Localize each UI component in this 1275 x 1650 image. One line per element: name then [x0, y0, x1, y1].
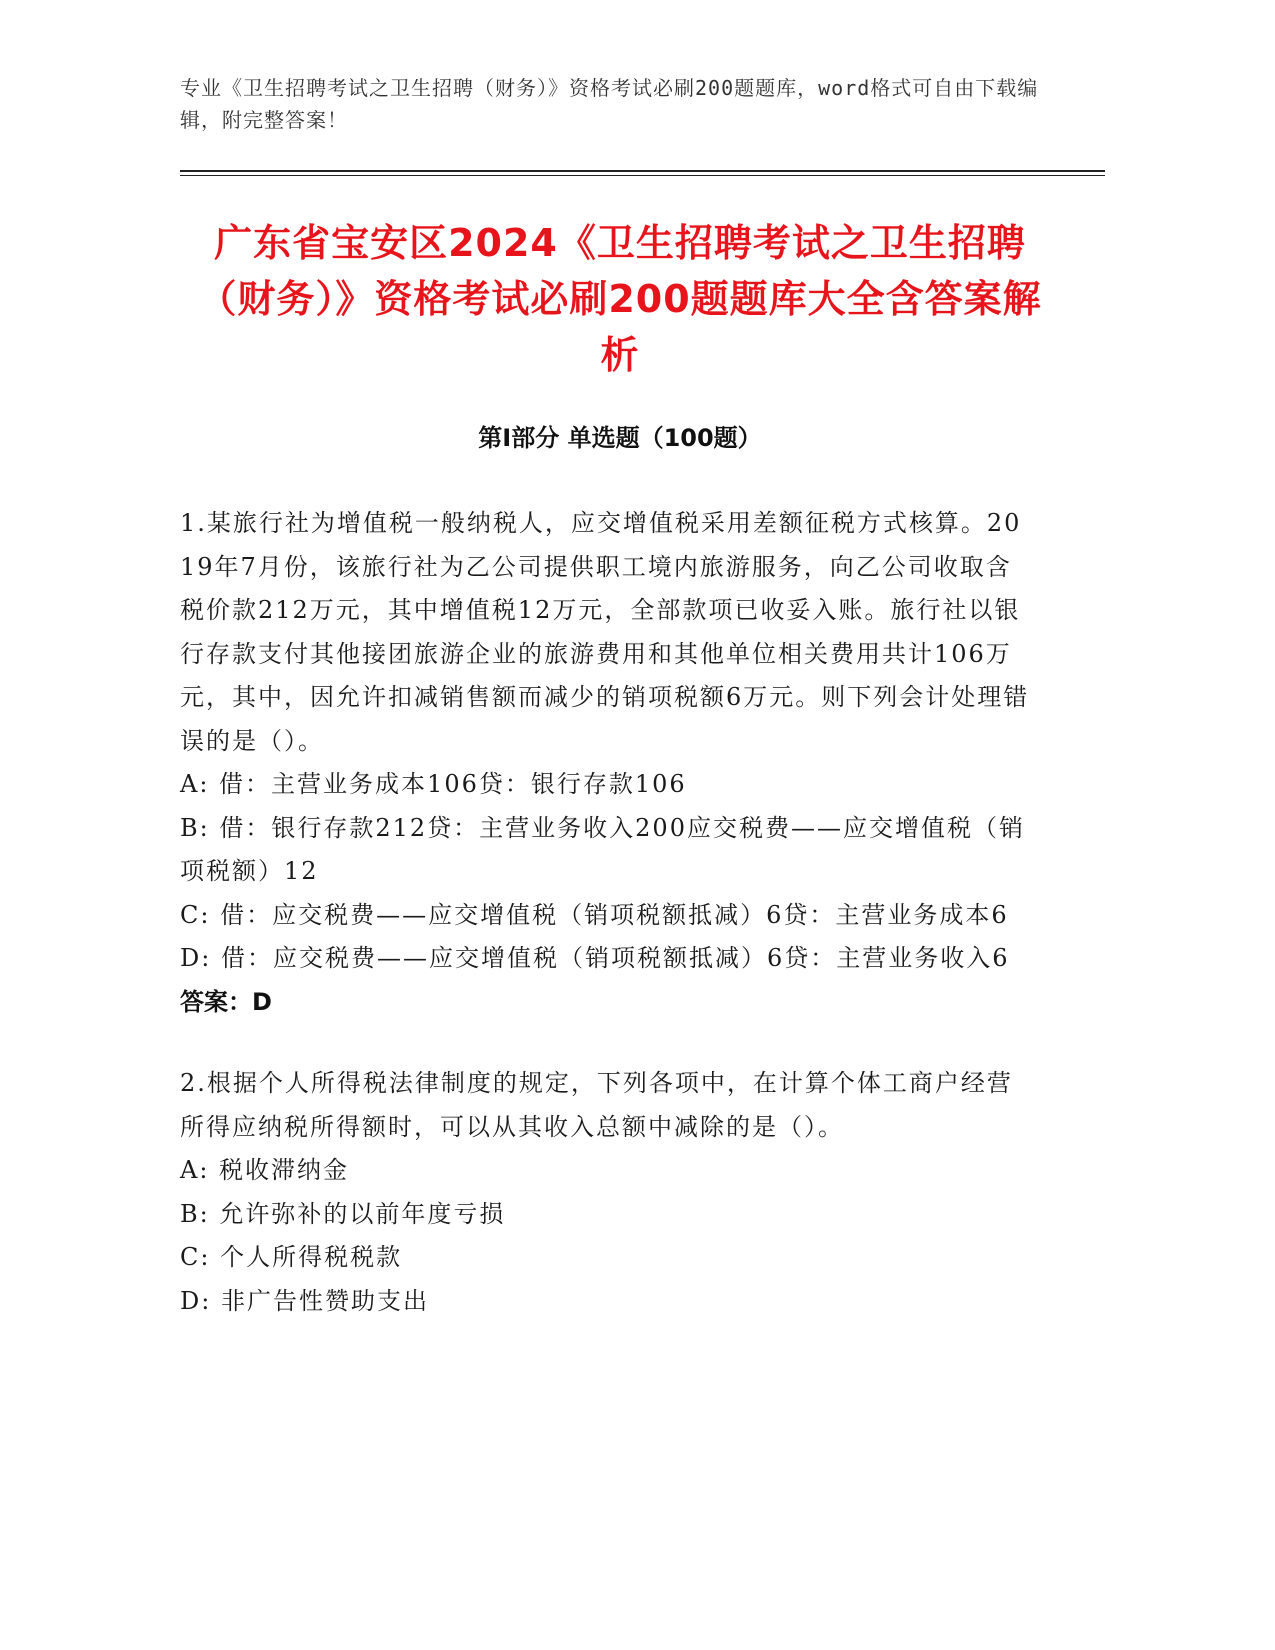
header-divider-thick [180, 170, 1105, 172]
option-d: D: 非广告性赞助支出 [180, 1286, 429, 1315]
option-a: A: 税收滞纳金 [180, 1156, 350, 1184]
question-stem: 1.某旅行社为增值税一般纳税人，应交增值税采用差额征税方式核算。2019年7月份，该旅行社为乙公司提供职工境内旅游服务，向乙公司收取含税价款212万元，其中增值税12万元，全部款项已收妥入账。旅行社以银行存款支付其他接团旅游企业的旅游费用和其他单位相关费用共计106万元，其中，因允许扣减销售额而减少的销项税额6万元。则下列会计处理错误的是（）。 [180, 509, 1030, 755]
answer-label: 答案：D [180, 987, 272, 1016]
question-2 [180, 1062, 1030, 1323]
header-note: 专业《卫生招聘考试之卫生招聘（财务）》资格考试必刷200题题库，word格式可自由下载编辑，附完整答案！ [180, 76, 1039, 132]
option-c: C: 个人所得税税款 [180, 1243, 403, 1271]
option-b: B: 借：银行存款212贷：主营业务收入200应交税费——应交增值税（销项税额）12 [180, 813, 1025, 885]
document-title: 广东省宝安区2024《卫生招聘考试之卫生招聘（财务）》资格考试必刷200题题库大全含答案解析 [198, 221, 1042, 377]
question-stem: 2.根据个人所得税法律制度的规定，下列各项中，在计算个体工商户经营所得应纳税所得额时，可以从其收入总额中减除的是（）。 [180, 1069, 1013, 1141]
option-a: A: 借：主营业务成本106贷：银行存款106 [180, 770, 687, 798]
option-b: B: 允许弥补的以前年度亏损 [180, 1199, 506, 1228]
question-list [180, 502, 1030, 1361]
option-d: D: 借：应交税费——应交增值税（销项税额抵减）6贷：主营业务收入6 [180, 944, 1010, 972]
option-c: C: 借：应交税费——应交增值税（销项税额抵减）6贷：主营业务成本6 [180, 900, 1009, 929]
question-1 [180, 502, 1030, 1024]
header-divider-thin [180, 175, 1105, 176]
section-heading: 第I部分 单选题（100题） [478, 424, 762, 452]
